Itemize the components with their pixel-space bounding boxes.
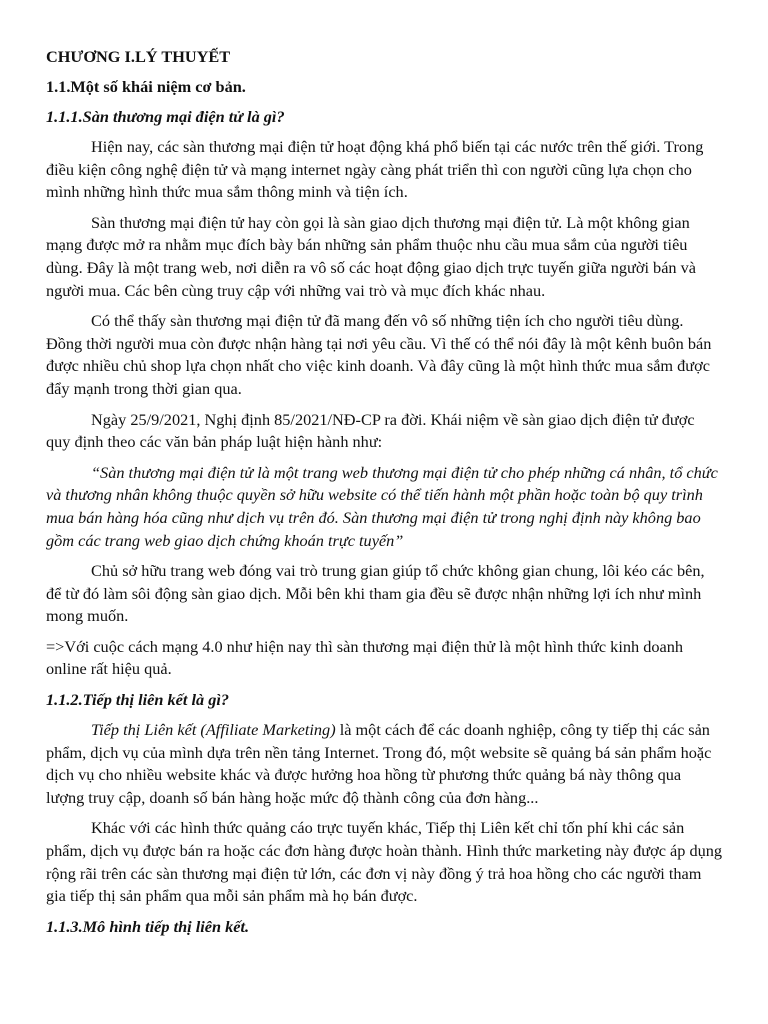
chapter-title: CHƯƠNG I.LÝ THUYẾT [46,47,231,66]
paragraph-9: Khác với các hình thức quảng cáo trực tuyến khác, Tiếp thị Liên kết chỉ tốn phí khi các sản phẩm, dịch vụ được bán ra hoặc các đơn hàng được hoàn thành. Hình thức marketing này được áp dụng rộng rãi trên các sàn thương mại điện tử lớn, các đơn vị này đồng ý trả hoa hồng cho các người tham gia tiếp thị sản phẩm qua mỗi sản phẩm mà họ bán được. [46,818,723,906]
paragraph-8-text: là một cách để các doanh nghiệp, công ty tiếp thị các sản phẩm, dịch vụ của mình dựa trên nền tảng Internet. Trong đó, một website sẽ quảng bá sản phẩm hoặc dịch vụ cho nhiều website khác và được hưởng hoa hồng từ phương thức quảng bá này thông qua lượng truy cập, doanh số bán hàng hoặc mức độ thành công của đơn hàng... [46,720,712,807]
quote-paragraph: “Sàn thương mại điện tử là một trang web thương mại điện tử cho phép những cá nhân, tổ chức và thương nhân không thuộc quyền sở hữu website có thể tiến hành một phần hoặc toàn bộ quy trình mua bán hàng hóa cũng như dịch vụ trên đó. Sàn thương mại điện tử trong nghị định này không bao gồm các trang web giao dịch chứng khoán trực tuyến” [46,462,718,550]
subsection-heading-1-1-2: 1.1.2.Tiếp thị liên kết là gì? [46,690,230,710]
paragraph-4: Ngày 25/9/2021, Nghị định 85/2021/NĐ-CP ra đời. Khái niệm về sàn giao dịch điện tử được quy định theo các văn bản pháp luật hiện hành như: [46,409,695,452]
paragraph-1: Hiện nay, các sàn thương mại điện tử hoạt động khá phổ biến tại các nước trên thế giới. Trong điều kiện công nghệ điện tử và mạng internet ngày càng phát triển thì con người cũng lựa chọn cho mình những hình thức mua sắm thông minh và tiện ích. [46,137,704,202]
paragraph-conclusion: =>Với cuộc cách mạng 4.0 như hiện nay thì sàn thương mại điện thử là một hình thức kinh doanh online rất hiệu quả. [46,636,683,679]
paragraph-6: Chủ sở hữu trang web đóng vai trò trung gian giúp tổ chức không gian chung, lôi kéo các bên, để từ đó làm sôi động sàn giao dịch. Mỗi bên khi tham gia đều sẽ được nhận những lợi ích như mình mong muốn. [46,561,705,626]
subsection-heading-1-1-1: 1.1.1.Sàn thương mại điện tử là gì? [46,107,285,126]
subsection-heading-1-1-3: 1.1.3.Mô hình tiếp thị liên kết. [46,916,250,936]
paragraph-2: Sàn thương mại điện tử hay còn gọi là sàn giao dịch thương mại điện tử. Là một không gian mạng được mở ra nhằm mục đích bày bán những sản phẩm thuộc nhu cầu mua sắm của người tiêu dùng. Đây là một trang web, nơi diễn ra vô số các hoạt động giao dịch trực tuyến giữa người bán và người mua. Các bên cùng truy cập với những vai trò và mục đích khác nhau. [46,212,697,300]
affiliate-term: Tiếp thị Liên kết (Affiliate Marketing) [91,720,336,740]
paragraph-3: Có thể thấy sàn thương mại điện tử đã mang đến vô số những tiện ích cho người tiêu dùng. Đồng thời người mua còn được nhận hàng tại nơi yêu cầu. Vì thế có thể nói đây là một kênh buôn bán được nhiều chủ shop lựa chọn nhất cho việc kinh doanh. Và đây cũng là một hình thức mua sắm được đẩy mạnh trong thời gian qua. [46,311,712,398]
section-heading-1-1: 1.1.Một số khái niệm cơ bản. [46,77,246,96]
paragraph-8 [46,719,722,809]
